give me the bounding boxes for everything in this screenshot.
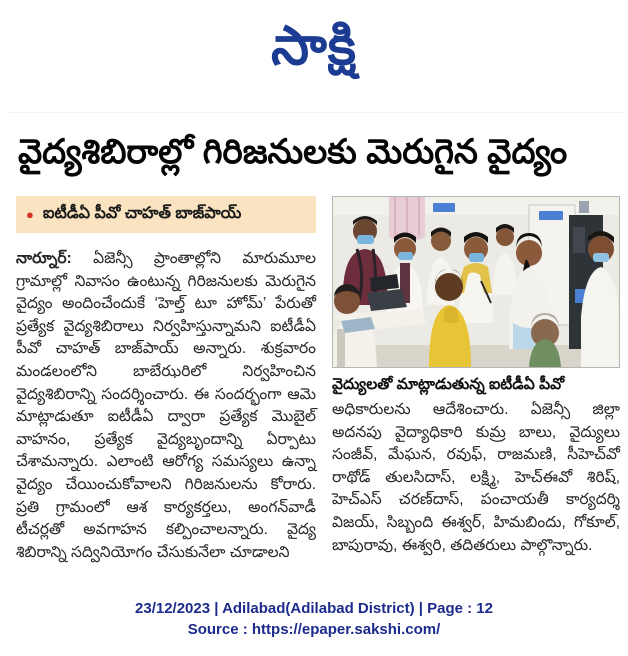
masthead [0,8,628,84]
bullet-icon: ● [26,207,34,222]
article-body [16,196,620,564]
left-column [16,196,316,564]
sakshi-logo: సాక్షి [271,16,357,76]
footer-meta: 23/12/2023 | Adilabad(Adilabad District) | Page : 12 [135,600,493,617]
photo-caption: వైద్యులతో మాట్లాడుతున్న ఐటీడీఏ పీవో [332,376,565,393]
footer-source-url[interactable]: Source : https://epaper.sakshi.com/ [187,621,441,638]
right-column [332,196,620,564]
body-text-left: ఏజెన్సీ ప్రాంతాల్లోని మారుమూల గ్రామాల్లో నివాసం ఉంటున్న గిరిజనులకు మెరుగైన వైద్యం అందించేందుకే ‘హెల్త్ టూ హోమ్’ పేరుతో ప్రత్యేక వైద్యశిబిరాలు నిర్వహిస్తున్నామని ఐటీడీఏ పీవో చాహత్ బాజ్‌పాయ్ అన్నారు. శుక్రవారం మండలంలోని బాబేఝరిలో నిర్వహించిన వైద్యశిబిరాన్ని సందర్శించారు. ఈ సందర్భంగా ఆమె మాట్లాడుతూ ఐటీడీఏ ద్వారా ప్రత్యేక మొబైల్ వాహనం, ప్రత్యేక వైద్యబృందాన్ని ఏర్పాటు చేశామన్నారు. ఎలాంటి ఆరోగ్య సమస్యలు ఉన్నా వైద్యం చేయించుకోవాలని గిరిజనులను కోరారు. ప్రతి గ్రామంలో ఆశ కార్యకర్తలు, అంగన్‌వాడీ టీచర్లతో అవగాహన కల్పించాలన్నారు. వైద్య శిబిరాన్ని సద్వినియోగం చేసుకునేలా చూడాలని [16,250,316,561]
news-photo [332,196,620,368]
dateline: నార్నూర్: [16,250,72,267]
article-headline: వైద్యశిబిరాల్లో గిరిజనులకు మెరుగైన వైద్యం [18,133,568,171]
divider-rule [6,112,622,113]
clipping-footer [0,598,628,640]
news-photo-illustration [333,197,619,367]
body-paragraph-left [16,248,316,564]
body-paragraph-right: అధికారులను ఆదేశించారు. ఏజెన్సీ జిల్లా అదనపు వైద్యాధికారి కుమ్ర బాలు, వైద్యులు సంజీవ్, మేఘన, రవుఫ్, రాజమణి, సీహెచ్‌వో రాథోడ్ తులసిదాస్, లక్ష్మి, హెచ్‌ఈవో శిరిష్, హెచ్‌ఎస్ చరణ్‌దాస్, పంచాయతీ కార్యదర్శి విజయ్, సిబ్బంది ఈశ్వర్, హిమబిందు, గోకూల్, బాపురావు, ఈశ్వరి, తదితరులు పాల్గొన్నారు. [332,401,620,554]
kicker-text: ఐటీడీఏ పీవో చాహత్ బాజ్‌పాయ్ [42,204,242,222]
kicker-strip [16,196,316,233]
